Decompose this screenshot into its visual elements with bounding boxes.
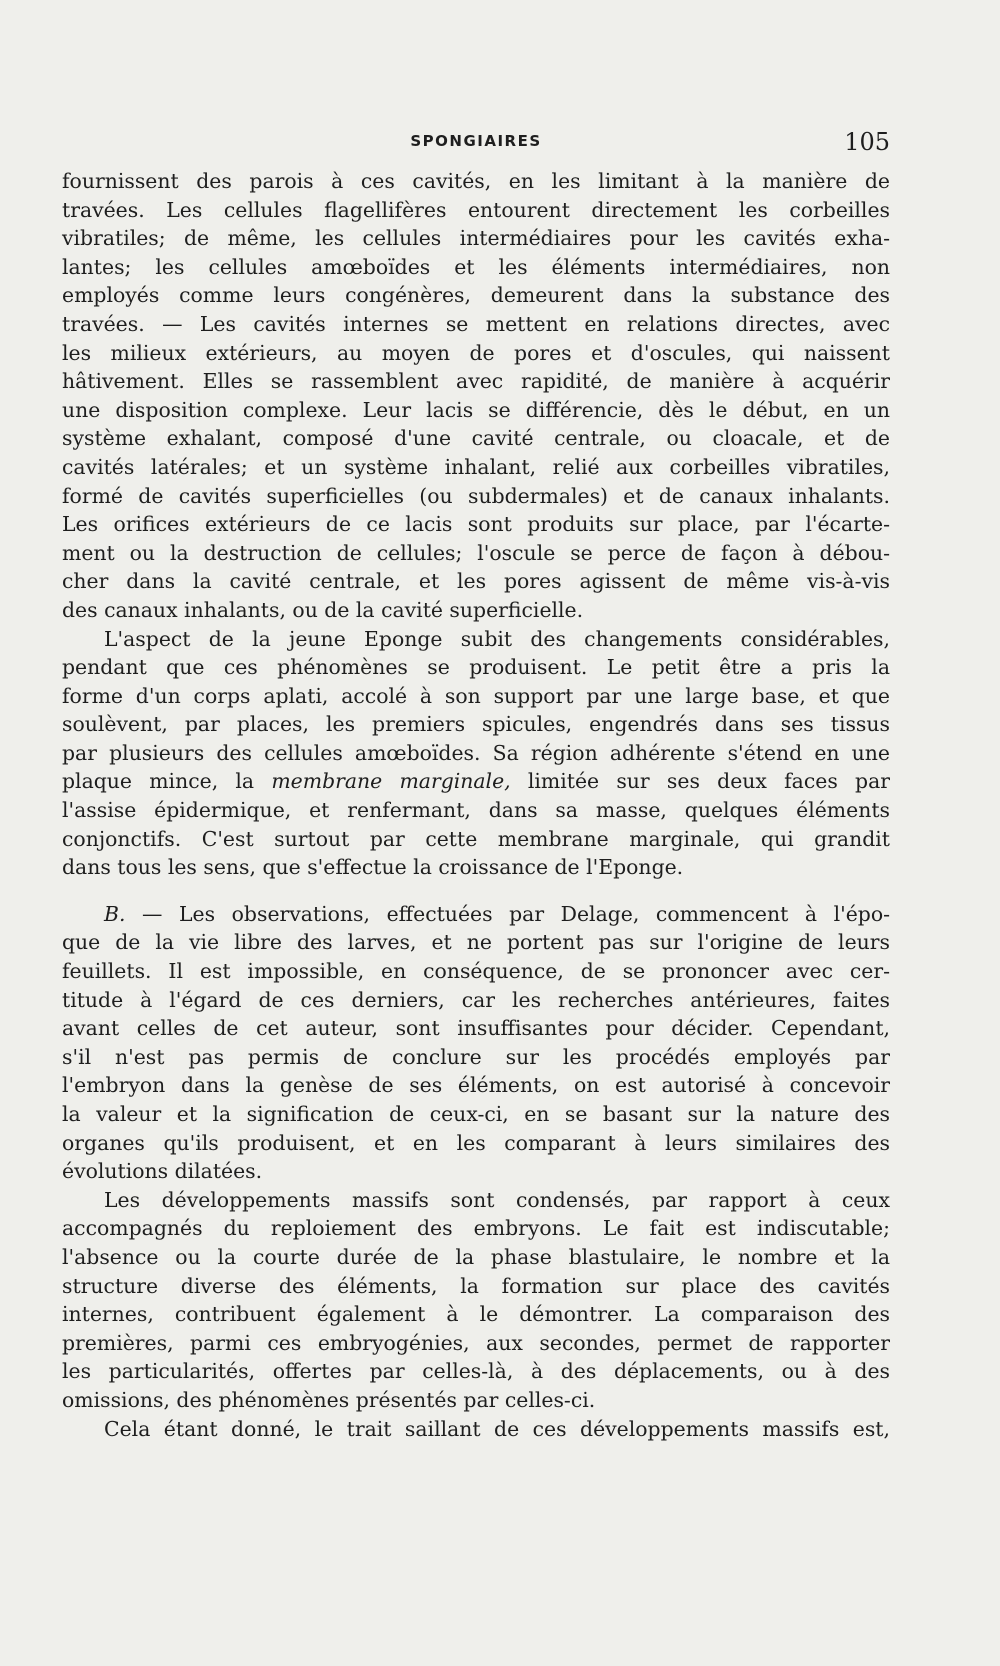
text-line: Les développements massifs sont condensés, par rapport à ceux	[104, 1187, 890, 1212]
text-line-with-emphasis	[62, 900, 890, 929]
text-line: la valeur et la signification de ceux-ci, en se basant sur la nature des	[62, 1102, 890, 1126]
text-line: lantes; les cellules amœboïdes et les éléments intermédiaires, non	[62, 254, 890, 279]
text-line: accompagnés du reploiement des embryons. Le fait est indiscutable;	[62, 1216, 890, 1241]
text-line: formé de cavités superficielles (ou subdermales) et de canaux inhalants.	[62, 483, 890, 508]
text-segment: plaque mince, la	[62, 769, 272, 794]
text-line: structure diverse des éléments, la formation sur place des cavités	[62, 1273, 890, 1298]
text-line: les milieux extérieurs, au moyen de pores et d'oscules, qui naissent	[62, 340, 890, 365]
text-line: que de la vie libre des larves, et ne portent pas sur l'origine de leurs	[62, 930, 890, 955]
text-line: organes qu'ils produisent, et en les comparant à leurs similaires des	[62, 1130, 890, 1155]
text-line: premières, parmi ces embryogénies, aux secondes, permet de rapporter	[62, 1330, 890, 1355]
text-line: s'il n'est pas permis de conclure sur les procédés employés par	[62, 1044, 890, 1069]
page-number: 105	[844, 128, 890, 156]
text-line: Les orifices extérieurs de ce lacis sont produits sur place, par l'écarte-	[62, 512, 890, 537]
text-line-with-emphasis	[62, 767, 890, 796]
text-line: des canaux inhalants, ou de la cavité superficielle.	[62, 597, 584, 622]
text-line: dans tous les sens, que s'effectue la croissance de l'Eponge.	[62, 855, 684, 880]
text-line: l'assise épidermique, et renfermant, dans sa masse, quelques éléments	[62, 798, 890, 823]
text-line: cher dans la cavité centrale, et les pores agissent de même vis-à-vis	[62, 569, 890, 594]
text-line: évolutions dilatées.	[62, 1159, 263, 1184]
paragraph-gap	[62, 882, 890, 900]
text-line: l'embryon dans la genèse de ses éléments, on est autorisé à concevoir	[62, 1073, 890, 1098]
text-line: les particularités, offertes par celles-là, à des déplacements, ou à des	[62, 1359, 890, 1384]
text-line: L'aspect de la jeune Eponge subit des changements considérables,	[104, 626, 890, 651]
text-segment: limitée sur ses deux faces par	[510, 769, 890, 794]
text-line: travées. — Les cavités internes se mettent en relations directes, avec	[62, 311, 890, 336]
text-line: Cela étant donné, le trait saillant de ces développements massifs est,	[104, 1416, 890, 1441]
text-line: omissions, des phénomènes présentés par celles-ci.	[62, 1387, 596, 1412]
text-line: une disposition complexe. Leur lacis se différencie, dès le début, en un	[62, 397, 890, 422]
text-line: vibratiles; de même, les cellules intermédiaires pour les cavités exha-	[62, 226, 890, 251]
text-line: employés comme leurs congénères, demeurent dans la substance des	[62, 283, 890, 308]
paragraph-3	[62, 900, 890, 1186]
text-line: forme d'un corps aplati, accolé à son support par une large base, et que	[62, 683, 890, 708]
text-line: titude à l'égard de ces derniers, car les recherches antérieures, faites	[62, 987, 890, 1012]
text-line: ment ou la destruction de cellules; l'oscule se perce de façon à débou-	[62, 540, 890, 565]
text-line: soulèvent, par places, les premiers spicules, engendrés dans ses tissus	[62, 712, 890, 737]
text-line: système exhalant, composé d'une cavité centrale, ou cloacale, et de	[62, 426, 890, 451]
text-line: conjonctifs. C'est surtout par cette membrane marginale, qui grandit	[62, 826, 890, 851]
body-text	[62, 167, 890, 1443]
running-title: SPONGIAIRES	[410, 132, 542, 150]
paragraph-2	[62, 625, 890, 882]
text-line: par plusieurs des cellules amœboïdes. Sa région adhérente s'étend en une	[62, 740, 890, 765]
italic-term: membrane marginale,	[271, 769, 511, 794]
text-line: feuillets. Il est impossible, en conséquence, de se prononcer avec cer-	[62, 959, 890, 984]
text-line: fournissent des parois à ces cavités, en les limitant à la manière de	[62, 169, 890, 193]
section-letter: B.	[104, 901, 126, 926]
paragraph-4	[62, 1186, 890, 1415]
page-header	[62, 128, 890, 158]
text-line: avant celles de cet auteur, sont insuffisantes pour décider. Cependant,	[62, 1016, 890, 1041]
text-line: pendant que ces phénomènes se produisent. Le petit être a pris la	[62, 655, 890, 680]
text-segment: — Les observations, effectuées par Delage, commencent à l'épo-	[125, 901, 890, 926]
paragraph-5	[62, 1415, 890, 1444]
text-line: hâtivement. Elles se rassemblent avec rapidité, de manière à acquérir	[62, 369, 890, 394]
text-line: cavités latérales; et un système inhalant, relié aux corbeilles vibratiles,	[62, 454, 890, 479]
text-line: l'absence ou la courte durée de la phase blastulaire, le nombre et la	[62, 1244, 890, 1269]
text-line: internes, contribuent également à le démontrer. La comparaison des	[62, 1302, 890, 1327]
text-line: travées. Les cellules flagellifères entourent directement les corbeilles	[62, 197, 890, 222]
paragraph-1	[62, 167, 890, 625]
